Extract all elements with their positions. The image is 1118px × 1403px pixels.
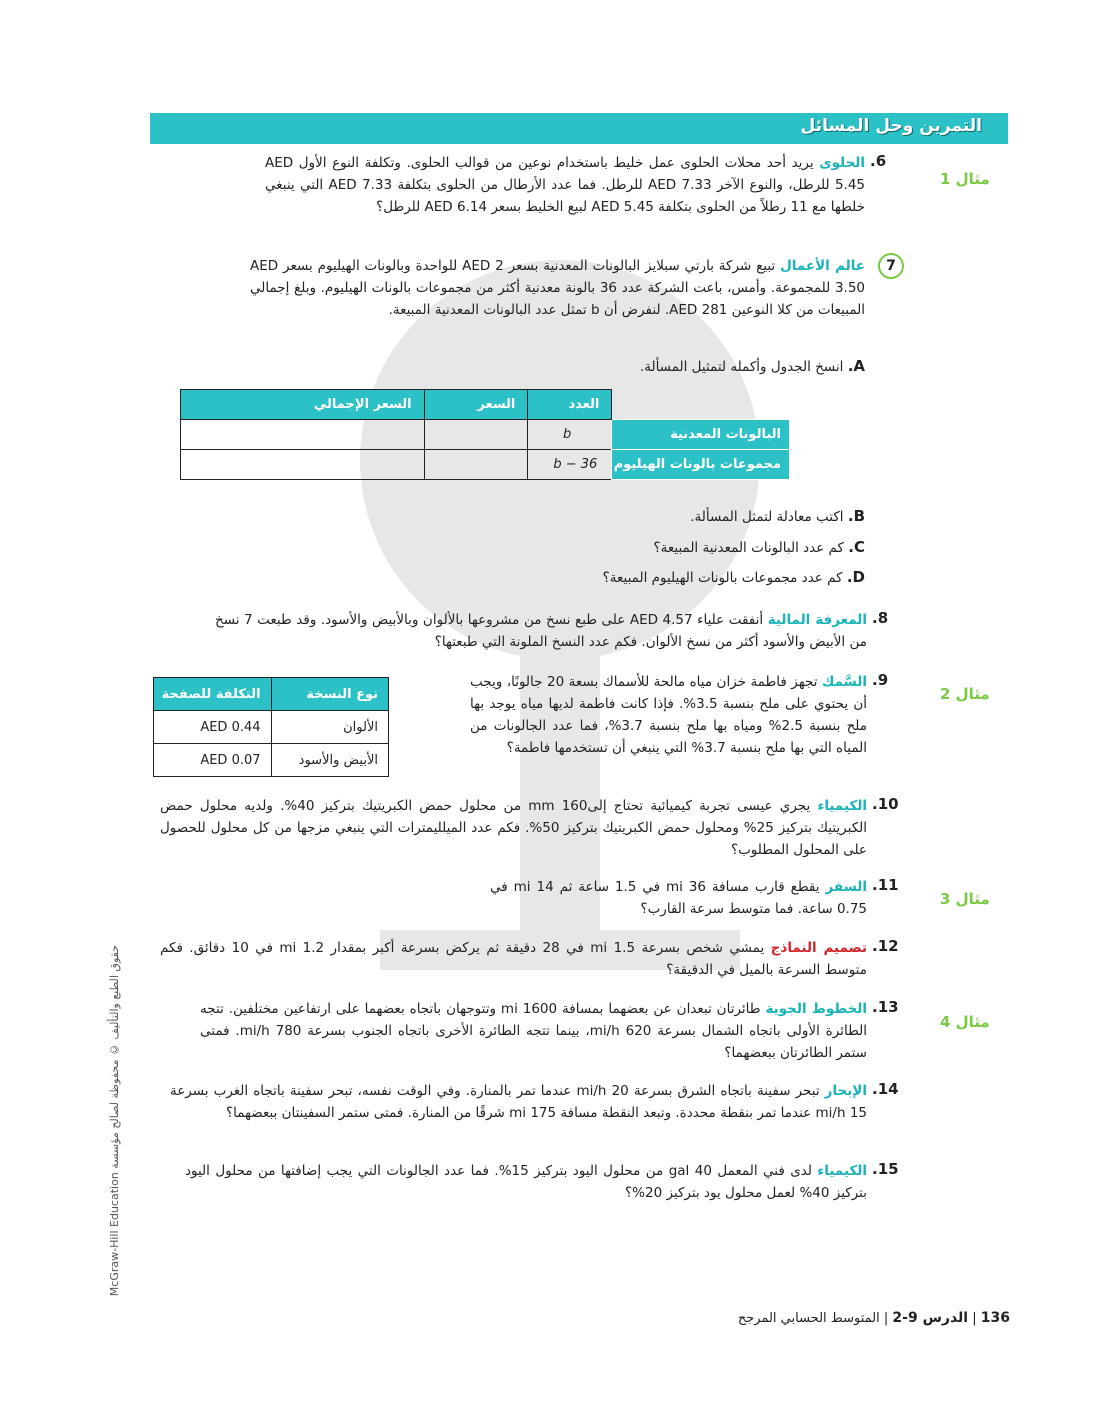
problem-8-number: 8.	[872, 609, 889, 627]
page-number: 136	[980, 1310, 1010, 1326]
header-count: العدد	[528, 390, 612, 420]
problem-14	[170, 1080, 867, 1124]
section-title: التمرين وحل المسائل	[800, 116, 982, 136]
cell-total-helium	[181, 450, 425, 480]
copyright-side-text: حقوق الطبع والتأليف © محفوظة لصالح مؤسسة McGraw-Hill Education	[108, 945, 121, 1297]
example-label-2: مثال 2	[940, 685, 990, 703]
header-total: السعر الإجمالي	[181, 390, 425, 420]
problem-11-tag: السفر	[825, 879, 868, 895]
example-label-1: مثال 1	[940, 170, 990, 188]
problem-9	[470, 671, 867, 759]
problem-10-text: يجري عيسى تجربة كيميائية تحتاج إلى160 mm من محلول حمض الكبريتيك بتركيز 40%. ولديه محلول حمض الكبريتيك بتركيز 25% ومحلول حمض الكبريتيك بتركيز 50%. فكم عدد الميلليمترات التي ينبغي مزجها من كل محلول للحصول على المحلول المطلوب؟	[160, 798, 868, 858]
cell-price-metal	[424, 420, 528, 450]
example-label-3: مثال 3	[940, 890, 990, 908]
problem-6	[265, 152, 865, 218]
problem-8-tag: المعرفة المالية	[767, 612, 867, 628]
problem-15-number: 15.	[872, 1160, 899, 1178]
problem-7c: C. كم عدد البالونات المعدنية المبيعة؟	[653, 538, 865, 556]
problem-7	[250, 255, 865, 321]
example-label-4: مثال 4	[940, 1013, 990, 1031]
cell-count-metal: b	[528, 420, 612, 450]
balloons-table	[180, 389, 790, 480]
lesson-label: الدرس 9-2	[892, 1310, 969, 1326]
row-label-helium: مجموعات بالونات الهيليوم	[612, 450, 790, 480]
page-footer: 136 | الدرس 9-2 | المتوسط الحسابي المرجح	[737, 1310, 1010, 1326]
problem-7-text: تبيع شركة بارتي سبلايز البالونات المعدنية بسعر AED 2 للواحدة وبالونات الهيليوم بسعر AED 3.50 للمجموعة. وأمس، باعت الشركة عدد 36 بالونة معدنية أكثر من مجموعات بالونات الهيليوم. وبلغ إجمالي المبيعات من كلا النوعين AED 281. لنفرض أن b تمثل عدد البالونات المعدنية المبيعة.	[250, 258, 865, 318]
problem-8-text: أنفقت علياء AED 4.57 على طبع نسخ من مشروعها بالألوان وبالأبيض والأسود. وقد طبعت 7 نسخ من الأبيض والأسود أكثر من نسخ الألوان. فكم عدد النسخ الملونة التي طبعتها؟	[215, 612, 867, 650]
cell-price-helium	[424, 450, 528, 480]
row-label-metal: البالونات المعدنية	[612, 420, 790, 450]
problem-11	[490, 876, 867, 920]
problem-13-text: طائرتان تبعدان عن بعضهما بمسافة 1600 mi وتتوجهان باتجاه بعضهما على ارتفاعين مختلفين. تتجه الطائرة الأولى باتجاه الشمال بسرعة 620 mi/h، بينما تتجه الطائرة الأخرى باتجاه الجنوب بسرعة 780 mi/h. فمتى ستمر الطائرتان ببعضهما؟	[200, 1001, 868, 1061]
problem-7-number: 7	[878, 253, 904, 279]
cell-cost-bw: AED 0.07	[154, 744, 272, 777]
cell-cost-color: AED 0.44	[154, 711, 272, 744]
cell-type-bw: الأبيض والأسود	[271, 744, 388, 777]
problem-6-text: يريد أحد محلات الحلوى عمل خليط باستخدام نوعين من قوالب الحلوى. وتكلفة النوع الأول AED 5.45 للرطل، والنوع الآخر AED 7.33 للرطل. فما عدد الأرطال من الحلوى بتكلفة AED 7.33 التي ينبغي خلطها مع 11 رطلاً من الحلوى بتكلفة AED 5.45 لبيع الخليط بسعر AED 6.14 للرطل؟	[265, 155, 865, 215]
header-price: السعر	[424, 390, 528, 420]
problem-8	[215, 609, 867, 653]
problem-7-tag: عالم الأعمال	[780, 258, 866, 274]
header-copy-type: نوع النسخة	[271, 678, 388, 711]
problem-12-number: 12.	[872, 937, 899, 955]
problem-6-number: 6.	[870, 152, 887, 170]
problem-9-number: 9.	[872, 671, 889, 689]
problem-10-tag: الكيمياء	[817, 798, 868, 814]
problem-7a: A. انسخ الجدول وأكمله لتمثيل المسألة.	[639, 357, 865, 375]
problem-13-number: 13.	[872, 998, 899, 1016]
header-cost-per-page: التكلفة للصفحة	[154, 678, 272, 711]
problem-14-tag: الإبحار	[824, 1083, 867, 1099]
copies-cost-table	[153, 677, 389, 777]
cell-type-color: الألوان	[271, 711, 388, 744]
problem-10	[160, 795, 867, 861]
problem-13-tag: الخطوط الجوية	[765, 1001, 867, 1017]
problem-12	[160, 937, 867, 981]
cell-total-metal	[181, 420, 425, 450]
problem-11-number: 11.	[872, 876, 899, 894]
problem-9-tag: السَّمك	[821, 674, 867, 690]
problem-9-text: تجهز فاطمة خزان مياه مالحة للأسماك بسعة 20 جالونًا، ويجب أن يحتوي على ملح بنسبة 3.5%. فإذا كانت فاطمة لديها مياه يوجد بها ملح بنسبة 2.5% ومياه بها ملح بنسبة 3.7%، فما عدد الجالونات من المياه التي بها ملح بنسبة 3.7% التي ينبغي أن تستخدمها فاطمة؟	[470, 674, 867, 756]
problem-13	[200, 998, 867, 1064]
problem-7b: B. اكتب معادلة لتمثل المسألة.	[690, 507, 865, 525]
problem-6-tag: الحلوى	[819, 155, 865, 171]
cell-count-helium: b − 36	[528, 450, 612, 480]
problem-15	[185, 1160, 867, 1204]
problem-14-text: تبحر سفينة باتجاه الشرق بسرعة 20 mi/h عندما تمر بالمنارة. وفي الوقت نفسه، تبحر سفينة باتجاه الغرب بسرعة 15 mi/h عندما تمر بنقطة محددة. وتبعد النقطة مسافة 175 mi شرقًا من المنارة. فمتى ستمر السفينتان ببعضهما؟	[170, 1083, 867, 1121]
problem-15-text: لدى فني المعمل 40 gal من محلول اليود بتركيز 15%. فما عدد الجالونات التي يجب إضافتها من محلول اليود بتركيز 40% لعمل محلول يود بتركيز 20%؟	[185, 1163, 867, 1201]
lesson-title: المتوسط الحسابي المرجح	[737, 1311, 880, 1326]
problem-11-text: يقطع قارب مسافة 36 mi في 1.5 ساعة ثم 14 mi في 0.75 ساعة. فما متوسط سرعة القارب؟	[490, 879, 867, 917]
problem-15-tag: الكيمياء	[817, 1163, 867, 1179]
problem-14-number: 14.	[872, 1080, 899, 1098]
problem-7d: D. كم عدد مجموعات بالونات الهيليوم المبيعة؟	[602, 568, 865, 586]
problem-12-text: يمشي شخص بسرعة 1.5 mi في 28 دقيقة ثم يركض بسرعة أكبر بمقدار 1.2 mi في 10 دقائق. فكم متوسط السرعة بالميل في الدقيقة؟	[160, 940, 867, 978]
problem-10-number: 10.	[872, 795, 899, 813]
problem-12-tag: تصميم النماذج	[770, 940, 867, 956]
section-header-bar	[150, 113, 1008, 144]
